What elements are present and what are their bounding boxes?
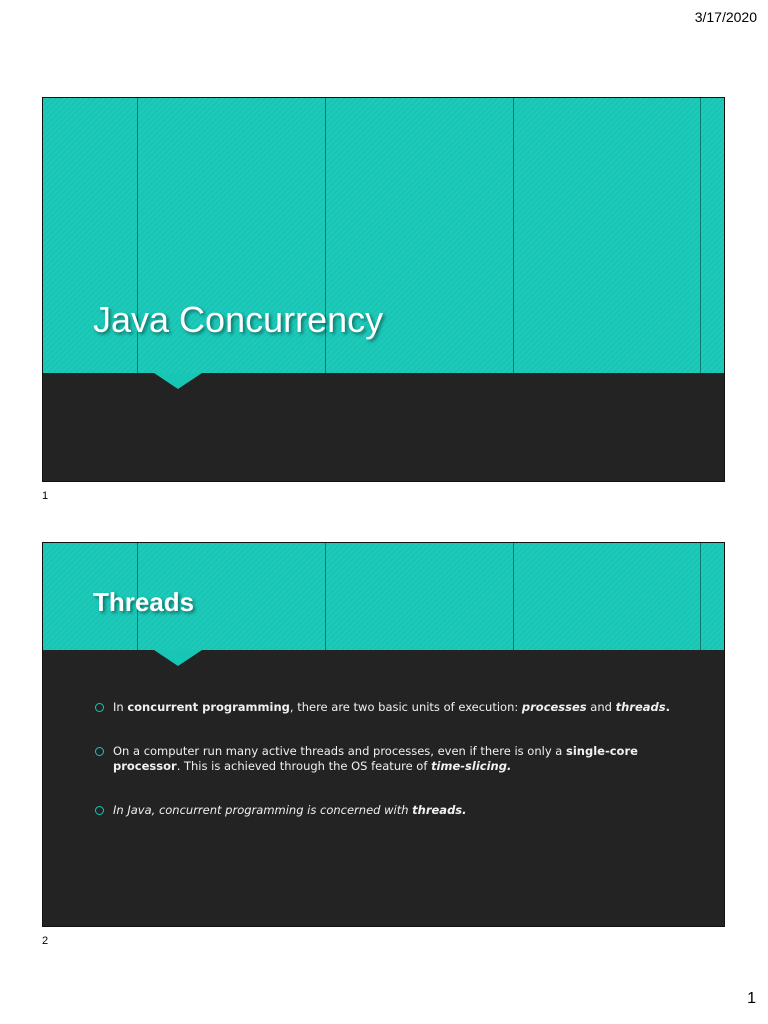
circle-bullet-icon — [95, 703, 104, 712]
bullet-emphasis: processes — [521, 700, 587, 714]
bullet-text: . — [462, 803, 467, 817]
bullet-item — [95, 700, 685, 715]
slide-2-bullet-list — [95, 700, 685, 847]
bullet-text: In — [113, 700, 128, 714]
slide-2-title: Threads — [93, 587, 195, 617]
bullet-text: On a computer run many active threads and processes, even if there is only a — [113, 744, 566, 758]
bullet-emphasis: threads — [412, 803, 463, 817]
bullet-emphasis: concurrent programming — [127, 700, 290, 714]
decorative-line — [700, 543, 701, 650]
bullet-text: and — [586, 700, 616, 714]
decorative-line — [325, 543, 326, 650]
bullet-item — [95, 744, 685, 774]
bullet-emphasis: single-core processor — [113, 744, 638, 773]
decorative-line — [513, 543, 514, 650]
slide-2 — [42, 542, 725, 927]
slide-2-notch-shape — [154, 650, 202, 666]
bullet-text: . This is achieved through the OS feature of — [176, 759, 432, 773]
bullet-text: , there are two basic units of execution: — [289, 700, 522, 714]
bullet-text: . — [665, 700, 670, 714]
page-number: 1 — [747, 990, 756, 1007]
slide-2-number: 2 — [42, 935, 49, 947]
decorative-line — [513, 98, 514, 373]
decorative-line — [700, 98, 701, 373]
page-date: 3/17/2020 — [694, 9, 757, 25]
bullet-text: In Java, concurrent programming is concerned with — [113, 803, 413, 817]
bullet-emphasis: threads — [615, 700, 666, 714]
bullet-text: . — [506, 759, 512, 773]
circle-bullet-icon — [95, 806, 104, 815]
bullet-item — [95, 803, 685, 818]
slide-1 — [42, 97, 725, 482]
bullet-emphasis: time-slicing — [431, 759, 507, 773]
slide-1-number: 1 — [42, 490, 49, 502]
slide-1-notch-shape — [154, 373, 202, 389]
slide-1-title: Java Concurrency — [93, 299, 384, 340]
circle-bullet-icon — [95, 747, 104, 756]
